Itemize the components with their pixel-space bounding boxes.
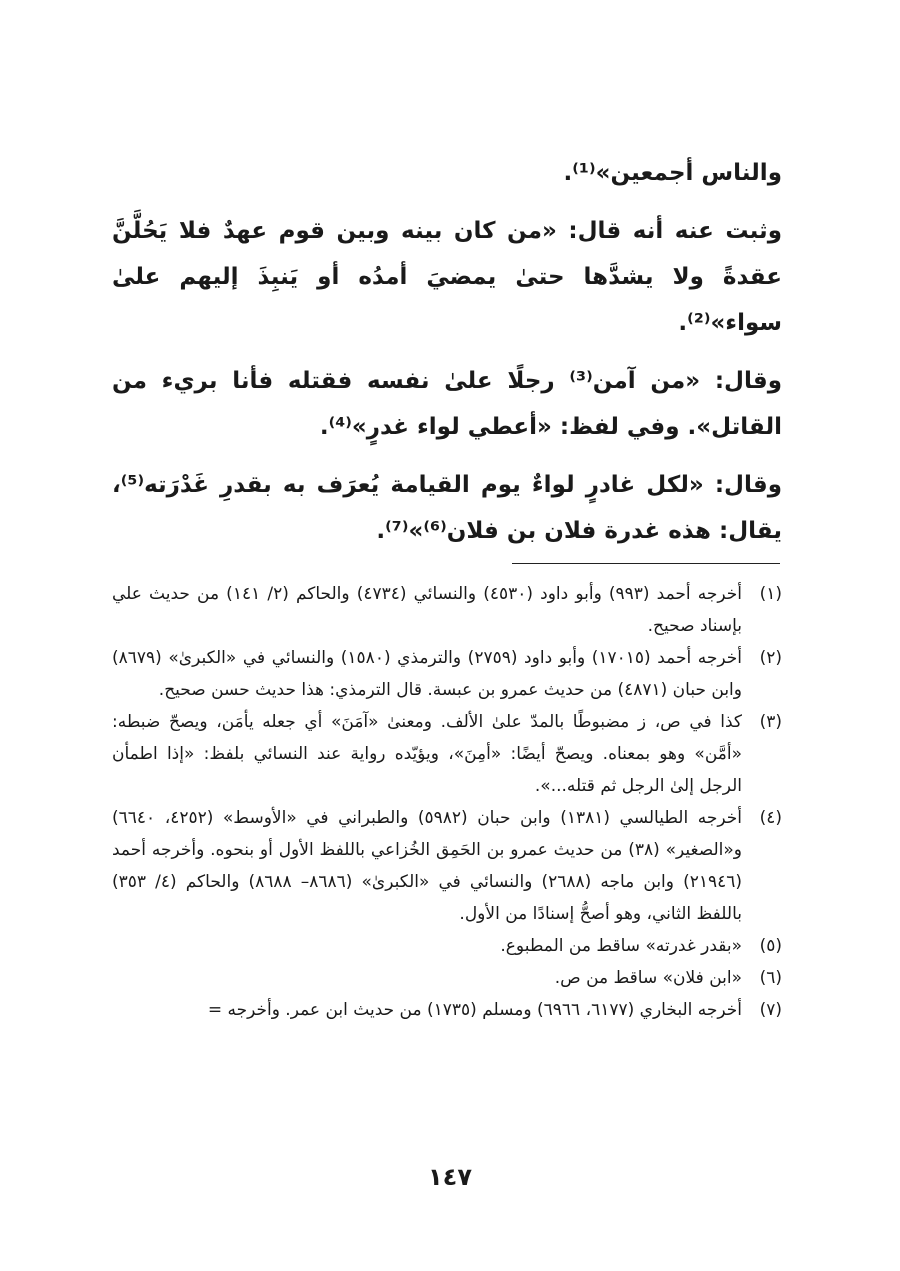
footnote-text: أخرجه الطيالسي (١٣٨١) وابن حبان (٥٩٨٢) والطبراني في «الأوسط» (٤٢٥٢، ٦٦٤٠) و«الصغير» (٣٨) من حديث عمرو بن الحَمِق الخُزاعي باللفظ الأول أو بنحوه. وأخرجه أحمد (٢١٩٤٦) وابن ماجه (٢٦٨٨) والنسائي في «الكبرىٰ» (٨٦٨٦– ٨٦٨٨) والحاكم (٤/ ٣٥٣) باللفظ الثاني، وهو أصحُّ إسنادًا من الأول. [112,808,743,924]
main-paragraph: والناس أجمعين»⁽¹⁾. [563,160,782,186]
main-paragraph: وقال: «من آمن⁽³⁾ رجلًا علىٰ نفسه فقتله فأنا بريء من القاتل». وفي لفظ: «أعطي لواء غدرٍ»⁽⁴⁾. [112,368,782,440]
footnote-number: (٧) [759,1000,782,1020]
main-paragraph: وقال: «لكل غادرٍ لواءٌ يوم القيامة يُعرَف به بقدرِ غَدْرَته⁽⁵⁾، يقال: هذه غدرة فلان بن فلان⁽⁶⁾»⁽⁷⁾. [112,472,782,544]
footnote-divider [512,563,780,564]
footnote [112,802,782,930]
footnote-text: كذا في ص، ز مضبوطًا بالمدّ علىٰ الألف. ومعنىٰ «آمَنَ» أي جعله يأمَن، ويصحّ ضبطه: «أمَّن» وهو بمعناه. ويصحّ أيضًا: «أمِنَ»، ويؤيّده رواية عند النسائي بلفظ: «إذا اطمأن الرجل إلىٰ الرجل ثم قتله...». [112,712,742,796]
footnote-text: أخرجه أحمد (١٧٠١٥) وأبو داود (٢٧٥٩) والترمذي (١٥٨٠) والنسائي في «الكبرىٰ» (٨٦٧٩) وابن حبان (٤٨٧١) من حديث عمرو بن عبسة. قال الترمذي: هذا حديث حسن صحيح. [112,648,743,700]
footnote-number: (٤) [759,808,782,828]
footnote-text: «بقدر غدرته» ساقط من المطبوع. [500,936,742,956]
footnote [112,962,782,994]
page-number: ١٤٧ [428,1163,472,1191]
footnote-number: (١) [759,584,782,604]
main-paragraph: وثبت عنه أنه قال: «من كان بينه وبين قوم عهدٌ فلا يَحُلَّنَّ عقدةً ولا يشدَّها حتىٰ يمضيَ أمدُه أو يَنبِذَ إليهم علىٰ سواء»⁽²⁾. [112,218,782,336]
footnote-number: (٣) [759,712,782,732]
footnotes [112,578,782,1026]
main-text [112,150,782,566]
footnote [112,994,782,1026]
footnote-number: (٦) [759,968,782,988]
footnote [112,930,782,962]
footnote-text: أخرجه أحمد (٩٩٣) وأبو داود (٤٥٣٠) والنسائي (٤٧٣٤) والحاكم (٢/ ١٤١) من حديث علي بإسناد صحيح. [112,584,742,636]
footnote [112,706,782,802]
footnote-text: أخرجه البخاري (٦١٧٧، ٦٩٦٦) ومسلم (١٧٣٥) من حديث ابن عمر. وأخرجه = [207,1000,742,1020]
footnote [112,578,782,642]
footnote-text: «ابن فلان» ساقط من ص. [554,968,742,988]
footnote-number: (٢) [759,648,782,668]
footnote [112,642,782,706]
footnote-number: (٥) [759,936,782,956]
